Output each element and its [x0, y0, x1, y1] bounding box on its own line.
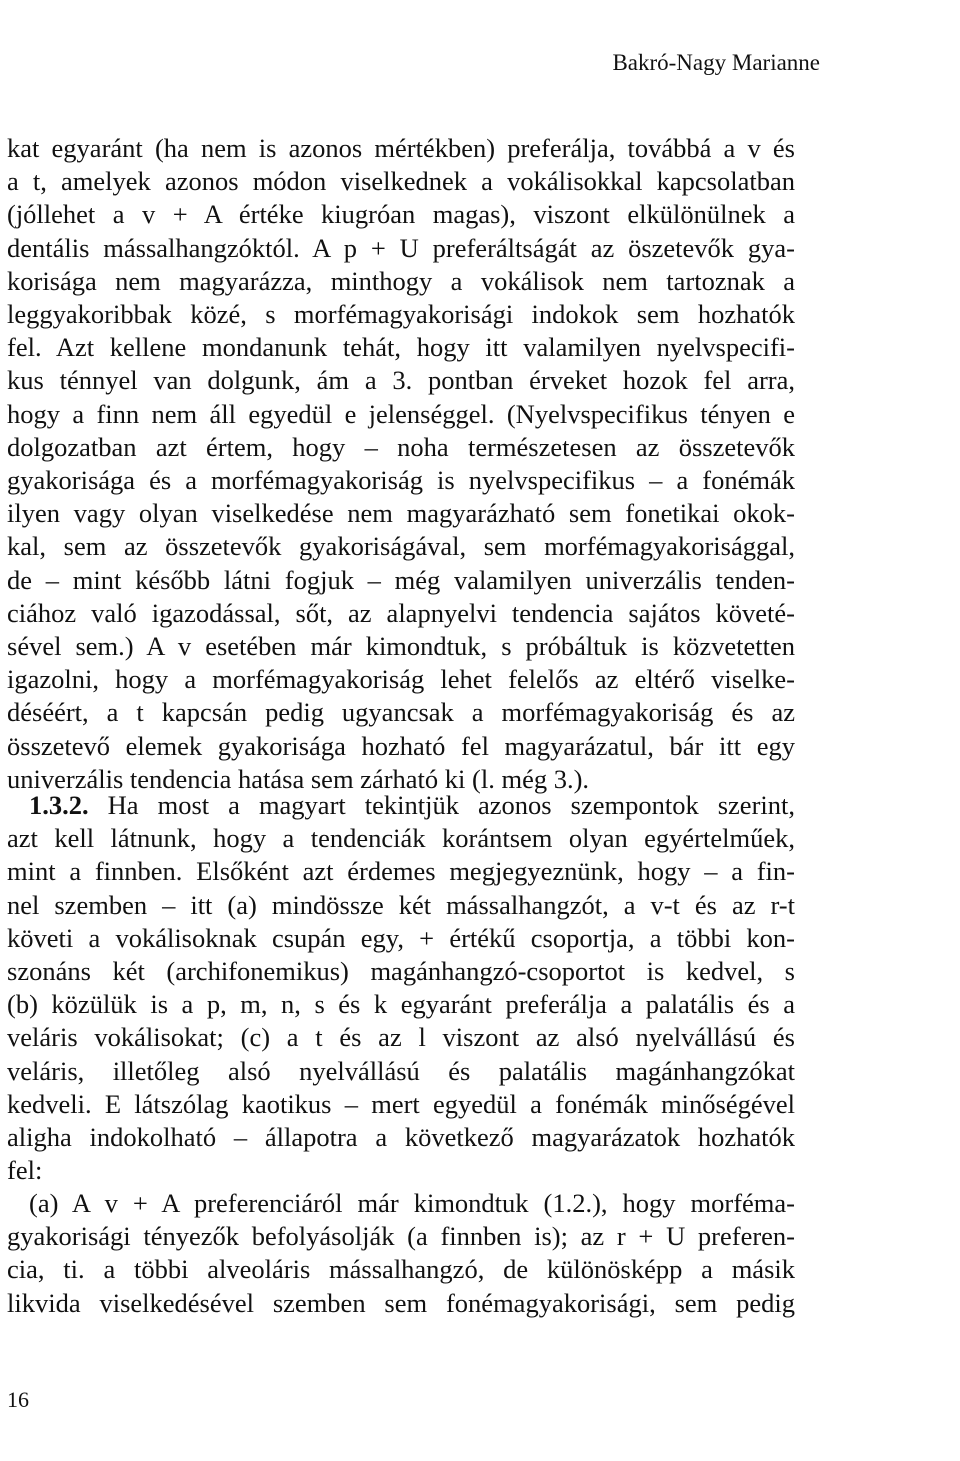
text-line: de – mint később látni fogjuk – még valamilyen univerzális tenden-	[7, 564, 795, 595]
text-line	[7, 789, 795, 822]
text-line: déséért, a t kapcsán pedig ugyancsak a morfémagyakoriság és az	[7, 697, 795, 728]
text-line: szonáns két (archifonemikus) magánhangzó-csoportot is kedvel, s	[7, 956, 795, 987]
running-header-author: Bakró-Nagy Marianne	[612, 50, 820, 75]
text-line: azt kell látnunk, hogy a tendenciák korántsem olyan egyértelműek,	[7, 823, 795, 854]
text-line: nel szemben – itt (a) mindössze két mássalhangzót, a v-t és az r-t	[7, 889, 795, 920]
text-line: univerzális tendencia hatása sem zárható ki (l. még 3.).	[7, 763, 590, 794]
text-line: dolgozatban azt értem, hogy – noha természetesen az összetevők	[7, 431, 795, 462]
text-line: leggyakoribbak közé, s morfémagyakorisági indokok sem hozhatók	[7, 299, 795, 330]
text-line: aligha indokolható – állapotra a következő magyarázatok hozhatók	[7, 1122, 795, 1153]
text-line: a t, amelyek azonos módon viselkednek a vokálisokkal kapcsolatban	[7, 166, 795, 197]
paragraph-1	[7, 132, 795, 796]
text-line: gyakorisága és a morfémagyakoriság is nyelvspecifikus – a fonémák	[7, 465, 795, 496]
text-line: veláris, illetőleg alsó nyelvállású és palatális magánhangzókat	[7, 1055, 795, 1086]
text-line: kat egyaránt (ha nem is azonos mértékben) preferálja, továbbá a v és	[7, 133, 795, 163]
text-line: követi a vokálisoknak csupán egy, + értékű csoportja, a többi kon-	[7, 922, 795, 953]
text-line: veláris vokálisokat; (c) a t és az l viszont az alsó nyelvállású és	[7, 1022, 795, 1053]
text-line: ciához való igazodással, sőt, az alapnyelvi tendencia sajátos követé-	[7, 597, 795, 628]
text-line: kal, sem az összetevők gyakoriságával, sem morfémagyakorisággal,	[7, 531, 795, 562]
text-line: (a) A v + A preferenciáról már kimondtuk (1.2.), hogy morféma-	[29, 1188, 795, 1218]
text-line: kedveli. E látszólag kaotikus – mert egyedül a fonémák minőségével	[7, 1088, 795, 1119]
text-line: gyakorisági tényezők befolyásolják (a finnben is); az r + U preferen-	[7, 1221, 795, 1252]
text-line: kus ténnyel van dolgunk, ám a 3. pontban érveket hozok fel arra,	[7, 365, 795, 396]
text-line: korisága nem magyarázza, minthogy a vokálisok nem tartoznak a	[7, 265, 795, 296]
text-line: sével sem.) A v esetében már kimondtuk, s próbáltuk is közvetetten	[7, 631, 795, 662]
text-line: mint a finnben. Elsőként azt érdemes megjegyeznünk, hogy – a fin-	[7, 856, 795, 887]
section-number: 1.3.2.	[29, 790, 89, 820]
text-line: ilyen vagy olyan viselkedése nem magyarázható sem fonetikai okok-	[7, 498, 795, 529]
text-line: fel. Azt kellene mondanunk tehát, hogy itt valamilyen nyelvspecifi-	[7, 332, 795, 363]
text-line: igazolni, hogy a morfémagyakoriság lehet felelős az eltérő viselke-	[7, 664, 795, 695]
text-line: hogy a finn nem áll egyedül e jelenséggel. (Nyelvspecifikus tényen e	[7, 398, 795, 429]
text-line: (b) közülük is a p, m, n, s és k egyaránt preferálja a palatális és a	[7, 989, 795, 1020]
text-line-content: Ha most a magyart tekintjük azonos szempontok szerint,	[107, 790, 795, 820]
text-line: dentális mássalhangzóktól. A p + U preferáltságát az öszetevők gya-	[7, 232, 795, 263]
text-line: cia, ti. a többi alveoláris mássalhangzó, de különösképp a másik	[7, 1254, 795, 1285]
paragraph-3	[7, 1187, 795, 1320]
text-line: összetevő elemek gyakorisága hozható fel magyarázatul, bár itt egy	[7, 730, 795, 761]
text-line: fel:	[7, 1155, 43, 1186]
text-line: (jóllehet a v + A értéke kiugróan magas), viszont elkülönülnek a	[7, 199, 795, 230]
text-line: likvida viselkedésével szemben sem fonémagyakorisági, sem pedig	[7, 1287, 795, 1318]
paragraph-2	[7, 789, 795, 1187]
page-number: 16	[7, 1387, 29, 1412]
